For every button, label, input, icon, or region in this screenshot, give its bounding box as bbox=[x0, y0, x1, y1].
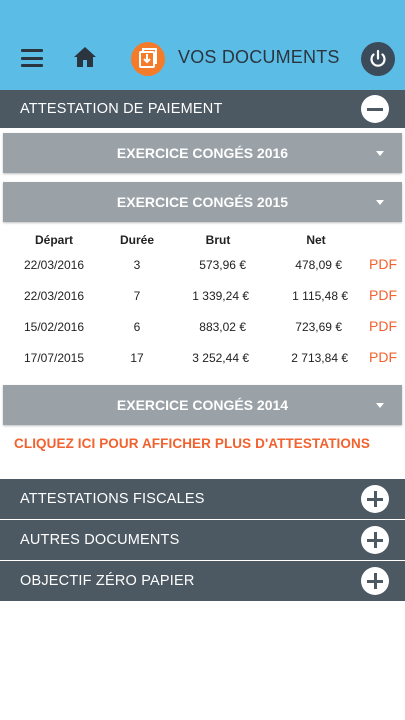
column-header-net: Net bbox=[306, 233, 326, 247]
cell-duree: 17 bbox=[130, 351, 144, 365]
app-header bbox=[0, 0, 405, 90]
hamburger-menu-icon[interactable] bbox=[21, 49, 43, 67]
section-autres-documents[interactable] bbox=[0, 520, 405, 560]
show-more-attestations-link[interactable]: CLIQUEZ ICI POUR AFFICHER PLUS D'ATTESTATIONS bbox=[14, 436, 370, 451]
section-label: OBJECTIF ZÉRO PAPIER bbox=[20, 573, 195, 589]
column-header-depart: Départ bbox=[34, 233, 74, 247]
column-header-brut: Brut bbox=[205, 233, 231, 247]
exercise-label: EXERCICE CONGÉS 2014 bbox=[116, 397, 289, 413]
cell-brut: 573,96 € bbox=[199, 258, 246, 272]
section-attestation-paiement[interactable] bbox=[0, 90, 405, 128]
plus-icon[interactable] bbox=[361, 526, 389, 554]
cell-net: 2 713,84 € bbox=[291, 351, 348, 365]
cell-net: 723,69 € bbox=[295, 320, 342, 334]
plus-icon[interactable] bbox=[361, 567, 389, 595]
cell-depart: 22/03/2016 bbox=[23, 289, 85, 303]
minus-icon[interactable] bbox=[361, 95, 389, 123]
section-label: ATTESTATION DE PAIEMENT bbox=[20, 101, 223, 117]
cell-net: 1 115,48 € bbox=[292, 289, 348, 303]
cell-brut: 3 252,44 € bbox=[192, 351, 249, 365]
caret-down-icon bbox=[376, 151, 384, 156]
section-label: AUTRES DOCUMENTS bbox=[20, 532, 180, 548]
exercise-2016-header[interactable] bbox=[3, 133, 402, 173]
pdf-link[interactable]: PDF bbox=[369, 256, 397, 272]
pdf-link[interactable]: PDF bbox=[369, 349, 397, 365]
exercise-2015-header[interactable] bbox=[3, 182, 402, 222]
cell-brut: 1 339,24 € bbox=[192, 289, 249, 303]
caret-down-icon bbox=[376, 200, 384, 205]
section-label: ATTESTATIONS FISCALES bbox=[20, 491, 205, 507]
page-title: VOS DOCUMENTS bbox=[178, 47, 340, 67]
pdf-link[interactable]: PDF bbox=[369, 318, 397, 334]
section-objectif-zero-papier[interactable] bbox=[0, 561, 405, 601]
home-icon[interactable] bbox=[73, 45, 97, 69]
caret-down-icon bbox=[376, 403, 384, 408]
power-icon[interactable] bbox=[361, 42, 395, 76]
column-header-duree: Durée bbox=[119, 233, 155, 247]
exercise-label: EXERCICE CONGÉS 2015 bbox=[116, 194, 289, 210]
cell-duree: 3 bbox=[133, 258, 141, 272]
cell-brut: 883,02 € bbox=[199, 320, 246, 334]
section-attestations-fiscales[interactable] bbox=[0, 479, 405, 519]
cell-net: 478,09 € bbox=[295, 258, 342, 272]
document-download-icon bbox=[131, 42, 165, 76]
cell-depart: 15/02/2016 bbox=[23, 320, 85, 334]
cell-depart: 17/07/2015 bbox=[23, 351, 85, 365]
plus-icon[interactable] bbox=[361, 485, 389, 513]
cell-duree: 7 bbox=[133, 289, 141, 303]
cell-depart: 22/03/2016 bbox=[23, 258, 85, 272]
exercise-2014-header[interactable] bbox=[3, 385, 402, 425]
pdf-link[interactable]: PDF bbox=[369, 287, 397, 303]
exercise-label: EXERCICE CONGÉS 2016 bbox=[116, 145, 289, 161]
cell-duree: 6 bbox=[133, 320, 141, 334]
